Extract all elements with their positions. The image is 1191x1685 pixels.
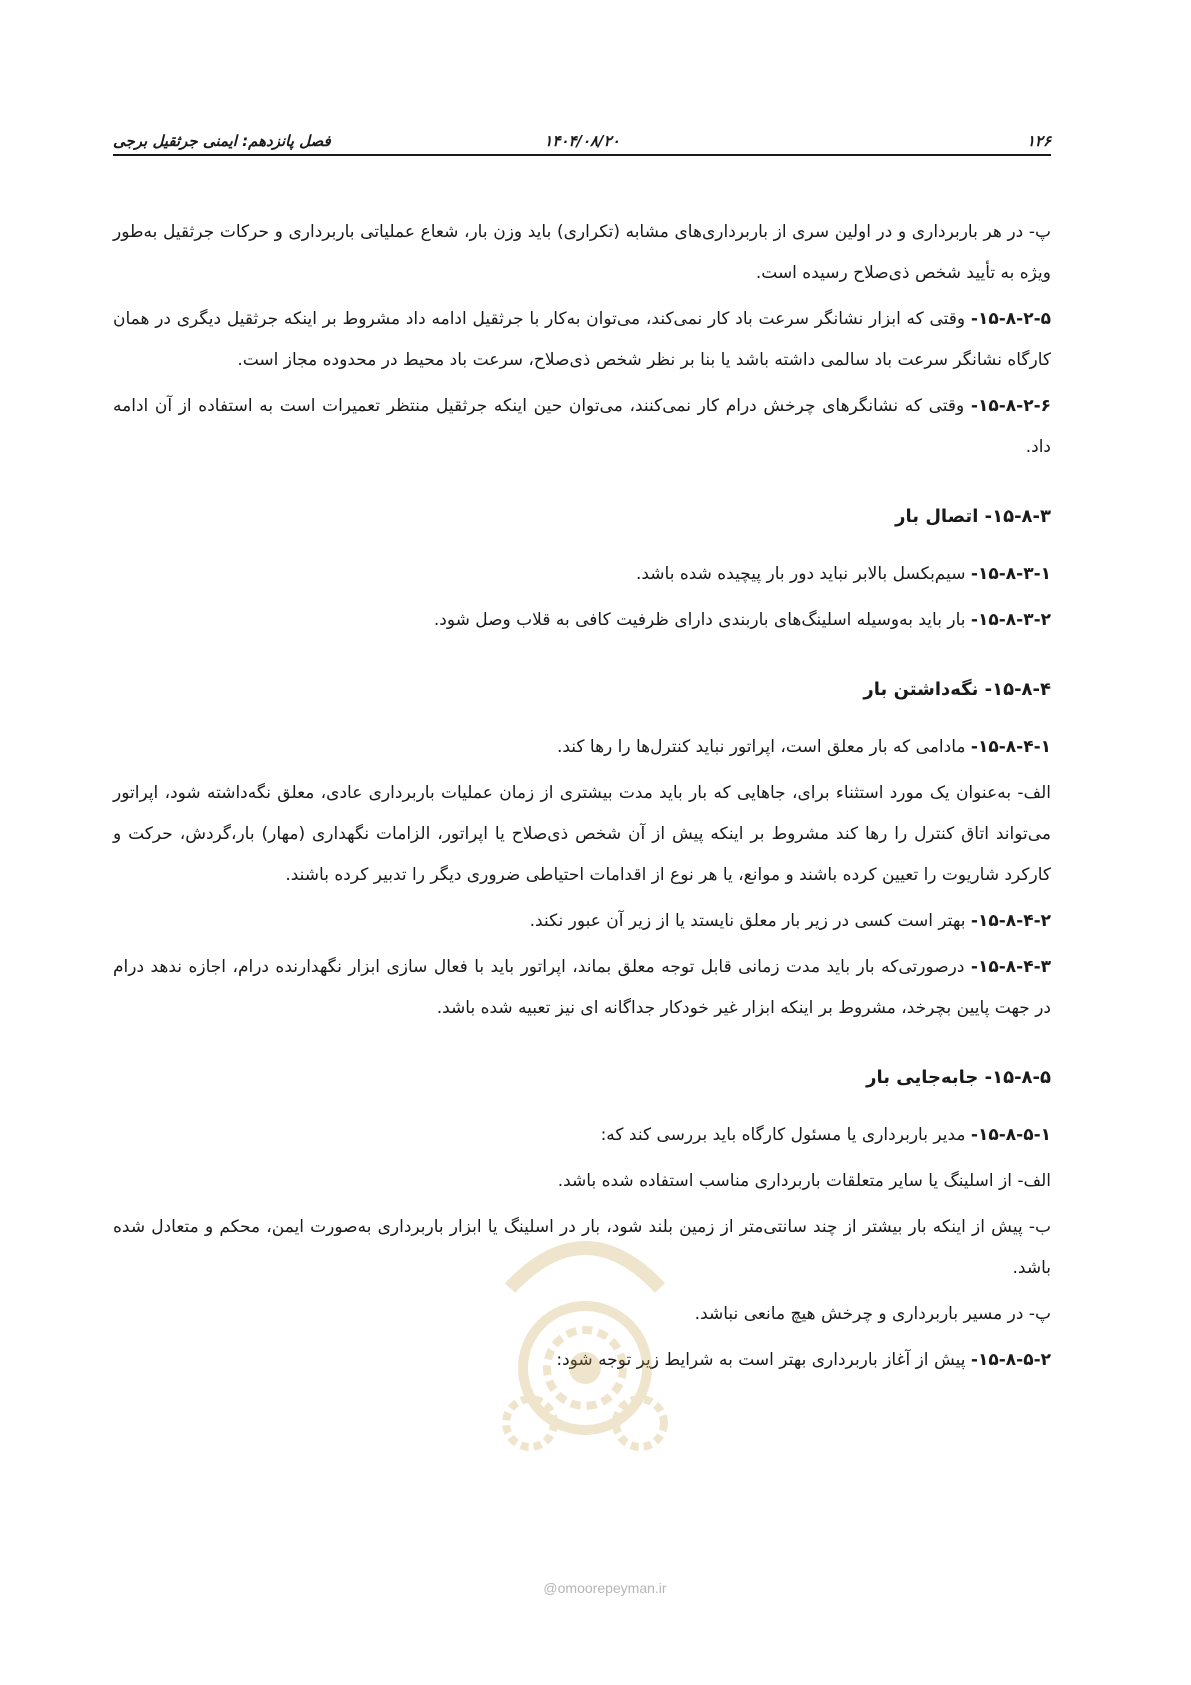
clause-text: بهتر است کسی در زیر بار معلق نایستد یا از زیر آن عبور نکند.	[529, 911, 971, 931]
paragraph	[113, 947, 1051, 1029]
document-body	[113, 212, 1051, 1386]
header-date: ۱۴۰۴/۰۸/۲۰	[544, 132, 620, 150]
clause-number: ۱۵-۸-۲-۶-	[970, 396, 1051, 416]
paragraph	[113, 600, 1051, 641]
paragraph: ب- پیش از اینکه بار بیشتر از چند سانتی‌متر از زمین بلند شود، بار در اسلینگ یا ابزار باربرداری به‌صورت ایمن، محکم و متعادل شده باشد.	[113, 1217, 1051, 1278]
paragraph: پ- در هر باربرداری و در اولین سری از باربرداری‌های مشابه (تکراری) باید وزن بار، شعاع عملیاتی باربرداری و حرکات جرثقیل به‌طور ویژه به تأیید شخص ذی‌صلاح رسیده است.	[113, 222, 1051, 283]
clause-text: پیش از آغاز باربرداری بهتر است به شرایط زیر توجه شود:	[556, 1350, 971, 1370]
paragraph	[113, 901, 1051, 942]
page-header	[113, 130, 1051, 156]
header-divider	[113, 154, 1051, 156]
clause-number: ۱۵-۸-۴-۲-	[970, 911, 1051, 931]
paragraph: الف- از اسلینگ یا سایر متعلقات باربرداری مناسب استفاده شده باشد.	[557, 1171, 1051, 1191]
page-number: ۱۲۶	[1026, 132, 1051, 150]
clause-number: ۱۵-۸-۴-۳-	[970, 957, 1051, 977]
section-heading: ۱۵-۸-۴- نگه‌داشتن بار	[863, 679, 1051, 700]
clause-number: ۱۵-۸-۳-۱-	[970, 564, 1051, 584]
clause-text: سیم‌بکسل بالابر نباید دور بار پیچیده شده باشد.	[635, 564, 971, 584]
paragraph	[113, 727, 1051, 768]
paragraph	[113, 1115, 1051, 1156]
section-heading: ۱۵-۸-۳- اتصال بار	[895, 506, 1051, 527]
clause-text: وقتی که نشانگرهای چرخش درام کار نمی‌کنند، می‌توان حین اینکه جرثقیل منتظر تعمیرات است به استفاده از آن ادامه داد.	[113, 396, 1051, 457]
paragraph	[113, 386, 1051, 468]
chapter-title: فصل پانزدهم: ایمنی جرثقیل برجی	[113, 132, 331, 150]
clause-text: درصورتی‌که بار باید مدت زمانی قابل توجه معلق بماند، اپراتور باید با فعال سازی ابزار نگهدارنده درام، اجازه ندهد درام در جهت پایین بچرخد، مشروط بر اینکه ابزار غیر خودکار جداگانه ای نیز تعبیه شده باشد.	[113, 957, 1051, 1018]
paragraph: الف- به‌عنوان یک مورد استثناء برای، جاهایی که بار باید مدت بیشتری از زمان عملیات باربرداری عادی، معلق نگه‌داشته شود، اپراتور می‌تواند اتاق کنترل را رها کند مشروط بر اینکه پیش از آن شخص ذی‌صلاح یا اپراتور، الزامات نگهداری (مهار) بار،گردش، حرکت و کارکرد شاریوت را تعیین کرده باشند و موانع، یا هر نوع از اقدامات احتیاطی ضروری دیگر را تدبیر کرده باشند.	[113, 783, 1051, 885]
clause-number: ۱۵-۸-۲-۵-	[970, 309, 1051, 329]
clause-number: ۱۵-۸-۴-۱-	[970, 737, 1051, 757]
section-heading: ۱۵-۸-۵- جابه‌جایی بار	[866, 1067, 1051, 1088]
clause-text: بار باید به‌وسیله اسلینگ‌های باربندی دارای ظرفیت کافی به قلاب وصل شود.	[433, 610, 971, 630]
clause-number: ۱۵-۸-۵-۲-	[970, 1350, 1051, 1370]
paragraph: پ- در مسیر باربرداری و چرخش هیچ مانعی نباشد.	[694, 1304, 1051, 1324]
paragraph	[113, 1340, 1051, 1381]
watermark-text: @omoorepeyman.ir	[543, 1580, 667, 1596]
clause-number: ۱۵-۸-۳-۲-	[970, 610, 1051, 630]
paragraph	[113, 299, 1051, 381]
clause-text: مدیر باربرداری یا مسئول کارگاه باید بررسی کند که:	[600, 1125, 971, 1145]
paragraph	[113, 554, 1051, 595]
clause-number: ۱۵-۸-۵-۱-	[970, 1125, 1051, 1145]
clause-text: وقتی که ابزار نشانگر سرعت باد کار نمی‌کند، می‌توان به‌کار با جرثقیل ادامه داد مشروط بر اینکه جرثقیل دیگری در همان کارگاه نشانگر سرعت باد سالمی داشته باشد یا بنا بر نظر شخص ذی‌صلاح، سرعت باد محیط در محدوده مجاز است.	[113, 309, 1051, 370]
clause-text: مادامی که بار معلق است، اپراتور نباید کنترل‌ها را رها کند.	[556, 737, 971, 757]
